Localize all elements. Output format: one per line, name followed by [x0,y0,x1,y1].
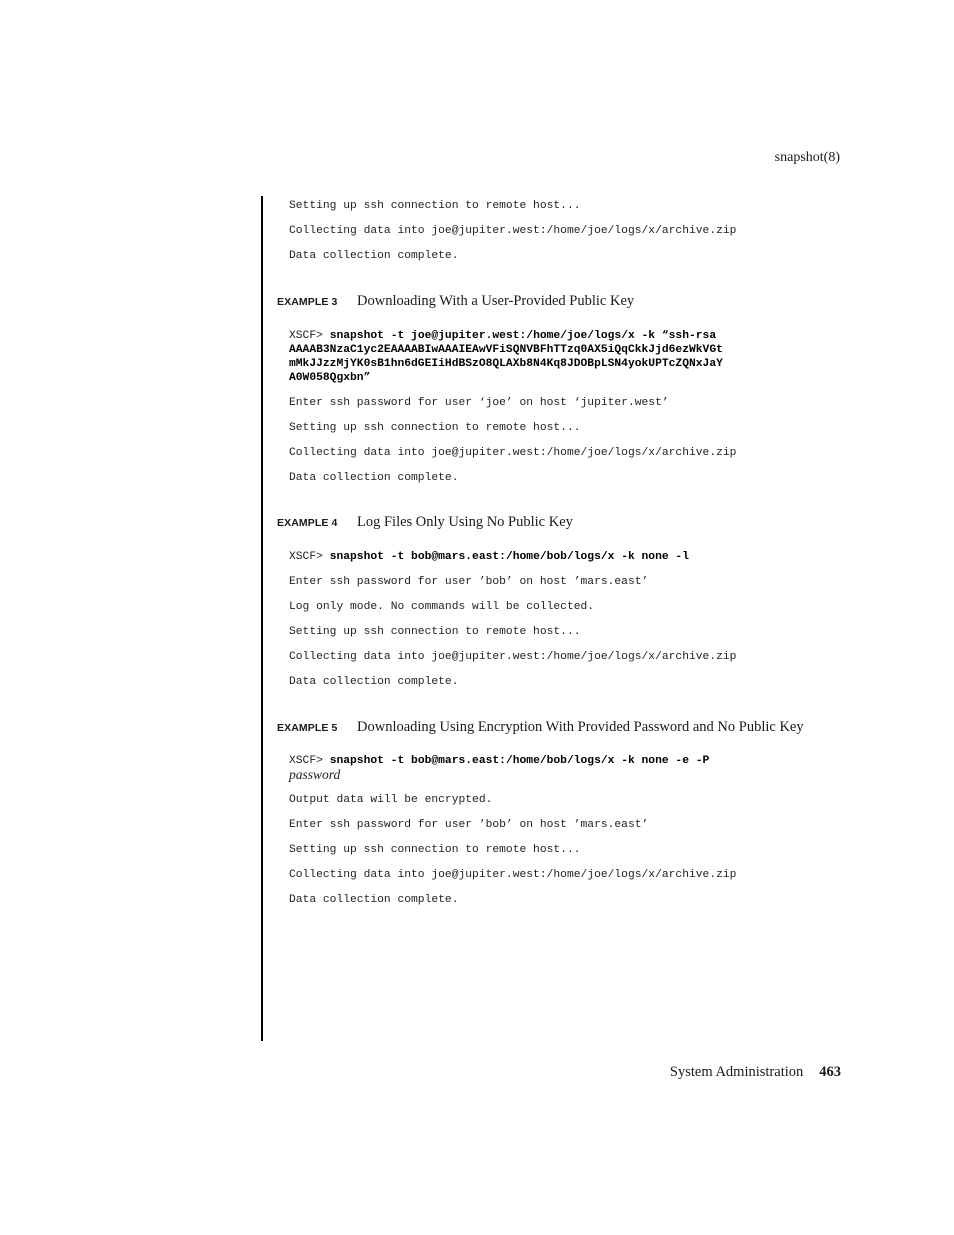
command-text: A0W058Qgxbn” [289,372,371,384]
command-text: snapshot -t joe@jupiter.west:/home/joe/logs/x -k “ssh-rsa [329,330,717,342]
example-label: EXAMPLE 4 [277,517,338,529]
output-line: Collecting data into joe@jupiter.west:/home/joe/logs/x/archive.zip [289,651,737,663]
output-line: Output data will be encrypted. [289,794,493,806]
page-number: 463 [819,1064,841,1080]
prompt: XSCF> [289,755,323,767]
footer-section: System Administration [669,1064,804,1080]
example-4-heading [277,513,573,531]
output-line: Enter ssh password for user ’bob’ on host ’mars.east’ [289,819,649,831]
example-title: Downloading Using Encryption With Provided Password and No Public Key [357,719,804,735]
output-line: Setting up ssh connection to remote host... [289,844,581,856]
output-line: Data collection complete. [289,676,459,688]
example-3-command [289,329,849,385]
output-line: Data collection complete. [289,250,459,262]
running-head: snapshot(8) [774,150,840,165]
output-line: Setting up ssh connection to remote host... [289,626,581,638]
output-line: Data collection complete. [289,894,459,906]
command-text: mMkJJzzMjYK0sB1hn6dGEIiHdBSzO8QLAXb8N4Kq8JDOBpLSN4yokUPTcZQNxJaY [289,358,723,370]
output-line: Data collection complete. [289,472,459,484]
output-line: Collecting data into joe@jupiter.west:/home/joe/logs/x/archive.zip [289,447,737,459]
margin-rule [261,196,263,1041]
output-line: Setting up ssh connection to remote host... [289,200,581,212]
command-text: snapshot -t bob@mars.east:/home/bob/logs/x -k none -e -P [329,755,710,767]
example-4-command [289,550,849,564]
example-title: Log Files Only Using No Public Key [357,514,573,530]
prompt: XSCF> [289,551,323,563]
output-line: Collecting data into joe@jupiter.west:/home/joe/logs/x/archive.zip [289,225,737,237]
command-argument: password [289,767,341,782]
example-label: EXAMPLE 5 [277,722,338,734]
output-line: Log only mode. No commands will be collected. [289,601,595,613]
output-line: Enter ssh password for user ‘joe’ on host ‘jupiter.west’ [289,397,669,409]
example-3-heading [277,292,634,310]
page-footer [670,1064,841,1081]
example-5-heading [277,718,804,736]
example-title: Downloading With a User-Provided Public Key [357,293,635,309]
output-line: Setting up ssh connection to remote host... [289,422,581,434]
example-5-command [289,754,849,784]
command-text: snapshot -t bob@mars.east:/home/bob/logs/x -k none -l [329,551,689,563]
command-text: AAAAB3NzaC1yc2EAAAABIwAAAIEAwVFiSQNVBFhTTzq0AX5iQqCkkJjd6ezWkVGt [289,344,723,356]
prompt: XSCF> [289,330,323,342]
example-label: EXAMPLE 3 [277,296,338,308]
output-line: Enter ssh password for user ’bob’ on host ’mars.east’ [289,576,649,588]
output-line: Collecting data into joe@jupiter.west:/home/joe/logs/x/archive.zip [289,869,737,881]
